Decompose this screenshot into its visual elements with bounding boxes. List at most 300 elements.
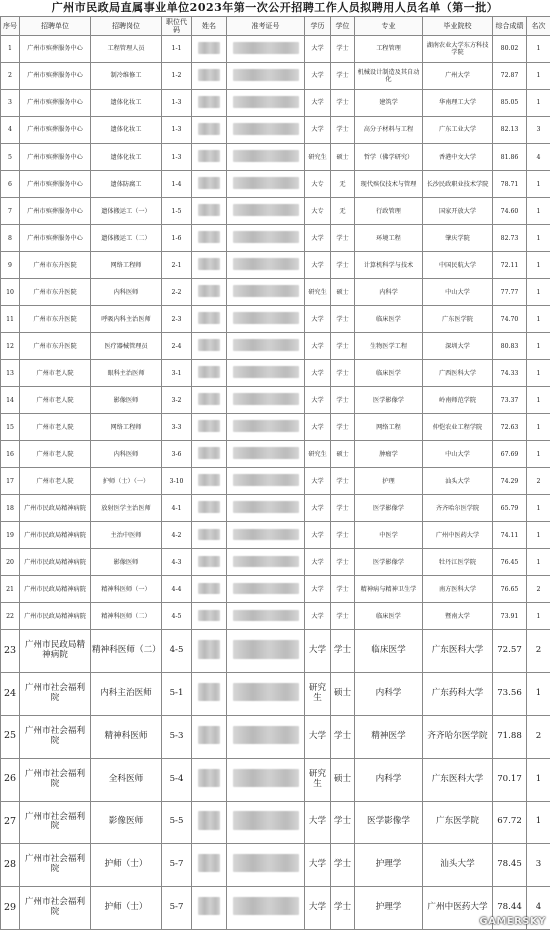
cell-exam-id-redacted (227, 715, 305, 758)
redaction-blur (198, 726, 220, 744)
cell-unit: 广州市殡葬服务中心 (20, 117, 91, 144)
cell-school: 广州中医药大学 (423, 887, 493, 930)
cell-seq: 27 (1, 801, 20, 844)
cell-major: 医学影像学 (355, 495, 423, 522)
cell-education: 研究生 (305, 673, 331, 716)
cell-major: 哲学（佛学研究） (355, 144, 423, 171)
cell-school: 香港中文大学 (423, 144, 493, 171)
cell-seq: 10 (1, 279, 20, 306)
cell-score: 65.79 (493, 495, 527, 522)
cell-post: 内科医师 (91, 441, 162, 468)
cell-seq: 21 (1, 576, 20, 603)
cell-exam-id-redacted (227, 198, 305, 225)
cell-unit: 广州市民政局精神病院 (20, 576, 91, 603)
cell-post: 影像医师 (91, 387, 162, 414)
cell-school: 广东医学院 (423, 801, 493, 844)
cell-score: 77.77 (493, 279, 527, 306)
cell-unit: 广州市东升医院 (20, 333, 91, 360)
redaction-blur (198, 96, 220, 107)
table-row (1, 36, 550, 63)
cell-name-redacted (192, 171, 227, 198)
cell-score: 78.71 (493, 171, 527, 198)
redaction-blur (233, 897, 299, 915)
cell-school: 岭南师范学院 (423, 387, 493, 414)
cell-major: 建筑学 (355, 90, 423, 117)
cell-rank: 1 (527, 171, 550, 198)
cell-score: 73.37 (493, 387, 527, 414)
redaction-blur (233, 42, 299, 53)
table-row (1, 576, 550, 603)
cell-score: 82.13 (493, 117, 527, 144)
cell-seq: 3 (1, 90, 20, 117)
column-header-name: 姓名 (192, 17, 227, 36)
redaction-blur (233, 231, 299, 242)
cell-rank: 2 (527, 715, 550, 758)
redaction-blur (198, 556, 220, 567)
redaction-blur (233, 683, 299, 701)
cell-education: 大学 (305, 844, 331, 887)
cell-school: 国家开放大学 (423, 198, 493, 225)
redaction-blur (198, 366, 220, 377)
redaction-blur (233, 854, 299, 872)
cell-score: 80.83 (493, 333, 527, 360)
table-row (1, 279, 550, 306)
cell-major: 机械设计制造及其自动化 (355, 63, 423, 90)
table-row (1, 495, 550, 522)
cell-degree: 学士 (331, 468, 355, 495)
table-row (1, 630, 550, 673)
column-header-unit: 招聘单位 (20, 17, 91, 36)
cell-unit: 广州市殡葬服务中心 (20, 171, 91, 198)
table-body (1, 36, 550, 930)
cell-education: 研究生 (305, 279, 331, 306)
cell-name-redacted (192, 117, 227, 144)
cell-post: 工程管理人员 (91, 36, 162, 63)
cell-degree: 学士 (331, 225, 355, 252)
cell-exam-id-redacted (227, 279, 305, 306)
cell-rank: 1 (527, 495, 550, 522)
cell-seq: 17 (1, 468, 20, 495)
cell-unit: 广州市老人院 (20, 468, 91, 495)
redaction-blur (233, 96, 299, 107)
redaction-blur (198, 447, 220, 458)
redaction-blur (233, 529, 299, 540)
cell-name-redacted (192, 144, 227, 171)
cell-rank: 1 (527, 414, 550, 441)
table-row (1, 603, 550, 630)
cell-degree: 学士 (331, 306, 355, 333)
cell-school: 中山大学 (423, 441, 493, 468)
cell-exam-id-redacted (227, 673, 305, 716)
cell-degree: 学士 (331, 117, 355, 144)
cell-education: 大学 (305, 495, 331, 522)
redaction-blur (233, 474, 299, 485)
cell-unit: 广州市殡葬服务中心 (20, 36, 91, 63)
cell-degree: 学士 (331, 360, 355, 387)
column-header-school: 毕业院校 (423, 17, 493, 36)
cell-seq: 26 (1, 758, 20, 801)
cell-exam-id-redacted (227, 36, 305, 63)
cell-post: 制冷维修工 (91, 63, 162, 90)
cell-code: 4-2 (162, 522, 192, 549)
cell-rank: 2 (527, 630, 550, 673)
redaction-blur (233, 769, 299, 787)
cell-post: 放射医学主治医师 (91, 495, 162, 522)
cell-post: 护师（士）（一） (91, 468, 162, 495)
hiring-table (0, 16, 550, 930)
redaction-blur (233, 610, 299, 621)
cell-score: 72.57 (493, 630, 527, 673)
cell-rank: 1 (527, 90, 550, 117)
cell-exam-id-redacted (227, 90, 305, 117)
cell-score: 74.33 (493, 360, 527, 387)
table-row (1, 468, 550, 495)
cell-degree: 学士 (331, 252, 355, 279)
table-row (1, 414, 550, 441)
cell-post: 精神科医师 (91, 715, 162, 758)
cell-unit: 广州市老人院 (20, 360, 91, 387)
cell-rank: 3 (527, 117, 550, 144)
cell-exam-id-redacted (227, 117, 305, 144)
redaction-blur (233, 726, 299, 744)
cell-major: 临床医学 (355, 360, 423, 387)
cell-post: 遗体化妆工 (91, 117, 162, 144)
cell-name-redacted (192, 279, 227, 306)
cell-school: 汕头大学 (423, 844, 493, 887)
redaction-blur (233, 366, 299, 377)
redaction-blur (198, 769, 220, 787)
cell-code: 1-1 (162, 36, 192, 63)
table-row (1, 441, 550, 468)
cell-seq: 7 (1, 198, 20, 225)
cell-code: 1-5 (162, 198, 192, 225)
cell-code: 3-6 (162, 441, 192, 468)
cell-seq: 6 (1, 171, 20, 198)
cell-seq: 2 (1, 63, 20, 90)
redaction-blur (198, 204, 220, 215)
cell-school: 广东医科大学 (423, 758, 493, 801)
column-header-post: 招聘岗位 (91, 17, 162, 36)
cell-exam-id-redacted (227, 360, 305, 387)
table-row (1, 758, 550, 801)
cell-seq: 23 (1, 630, 20, 673)
cell-seq: 11 (1, 306, 20, 333)
cell-major: 内科学 (355, 673, 423, 716)
column-header-major: 专业 (355, 17, 423, 36)
cell-seq: 8 (1, 225, 20, 252)
watermark-logo: GAMERSKY (479, 916, 546, 927)
cell-score: 67.72 (493, 801, 527, 844)
redaction-blur (198, 285, 220, 296)
cell-post: 全科医师 (91, 758, 162, 801)
cell-name-redacted (192, 306, 227, 333)
redaction-blur (233, 312, 299, 323)
table-row (1, 117, 550, 144)
cell-score: 76.65 (493, 576, 527, 603)
cell-school: 广东医科大学 (423, 630, 493, 673)
cell-name-redacted (192, 758, 227, 801)
cell-education: 大学 (305, 522, 331, 549)
cell-rank: 1 (527, 252, 550, 279)
cell-seq: 5 (1, 144, 20, 171)
cell-school: 广东医学院 (423, 306, 493, 333)
cell-unit: 广州市社会福利院 (20, 801, 91, 844)
redaction-blur (198, 231, 220, 242)
redaction-blur (233, 123, 299, 134)
table-row (1, 549, 550, 576)
cell-post: 眼科主治医师 (91, 360, 162, 387)
cell-unit: 广州市东升医院 (20, 252, 91, 279)
cell-post: 精神科医师（一） (91, 576, 162, 603)
redaction-blur (233, 204, 299, 215)
cell-post: 遗体防腐工 (91, 171, 162, 198)
cell-degree: 硕士 (331, 144, 355, 171)
cell-code: 3-1 (162, 360, 192, 387)
cell-score: 81.86 (493, 144, 527, 171)
cell-unit: 广州市社会福利院 (20, 758, 91, 801)
cell-rank: 4 (527, 887, 550, 930)
cell-rank: 1 (527, 758, 550, 801)
redaction-blur (233, 69, 299, 80)
cell-post: 内科主治医师 (91, 673, 162, 716)
cell-education: 研究生 (305, 441, 331, 468)
cell-score: 78.45 (493, 844, 527, 887)
cell-exam-id-redacted (227, 387, 305, 414)
cell-rank: 1 (527, 673, 550, 716)
cell-exam-id-redacted (227, 333, 305, 360)
cell-post: 影像医师 (91, 801, 162, 844)
cell-score: 74.11 (493, 522, 527, 549)
cell-degree: 硕士 (331, 279, 355, 306)
cell-education: 大学 (305, 360, 331, 387)
table-row (1, 144, 550, 171)
column-header-degree: 学位 (331, 17, 355, 36)
cell-school: 广东药科大学 (423, 673, 493, 716)
cell-seq: 22 (1, 603, 20, 630)
cell-code: 5-1 (162, 673, 192, 716)
cell-education: 大学 (305, 576, 331, 603)
redaction-blur (233, 285, 299, 296)
redaction-blur (198, 811, 220, 829)
column-header-score: 综合成绩 (493, 17, 527, 36)
cell-rank: 1 (527, 333, 550, 360)
cell-degree: 学士 (331, 715, 355, 758)
cell-score: 74.70 (493, 306, 527, 333)
cell-code: 5-7 (162, 844, 192, 887)
cell-school: 中山大学 (423, 279, 493, 306)
table-row (1, 387, 550, 414)
cell-education: 大学 (305, 887, 331, 930)
cell-code: 1-3 (162, 117, 192, 144)
redaction-blur (198, 420, 220, 431)
table-row (1, 844, 550, 887)
cell-education: 大学 (305, 36, 331, 63)
cell-name-redacted (192, 603, 227, 630)
redaction-blur (233, 556, 299, 567)
redaction-blur (198, 683, 220, 701)
cell-post: 护师（士） (91, 887, 162, 930)
cell-post: 精神科医师（二） (91, 603, 162, 630)
cell-code: 2-3 (162, 306, 192, 333)
cell-seq: 16 (1, 441, 20, 468)
cell-exam-id-redacted (227, 887, 305, 930)
cell-rank: 1 (527, 63, 550, 90)
cell-code: 1-4 (162, 171, 192, 198)
cell-post: 呼吸内科主治医师 (91, 306, 162, 333)
cell-school: 广西医科大学 (423, 360, 493, 387)
cell-name-redacted (192, 387, 227, 414)
redaction-blur (198, 583, 220, 594)
cell-exam-id-redacted (227, 549, 305, 576)
table-row (1, 63, 550, 90)
cell-rank: 3 (527, 844, 550, 887)
cell-score: 67.69 (493, 441, 527, 468)
cell-exam-id-redacted (227, 144, 305, 171)
cell-name-redacted (192, 549, 227, 576)
cell-rank: 1 (527, 603, 550, 630)
cell-degree: 硕士 (331, 758, 355, 801)
cell-degree: 学士 (331, 801, 355, 844)
cell-code: 4-5 (162, 603, 192, 630)
cell-exam-id-redacted (227, 495, 305, 522)
cell-major: 临床医学 (355, 603, 423, 630)
cell-degree: 无 (331, 171, 355, 198)
cell-major: 精神医学 (355, 715, 423, 758)
cell-name-redacted (192, 715, 227, 758)
cell-name-redacted (192, 36, 227, 63)
page-title: 广州市民政局直属事业单位2023年第一次公开招聘工作人员拟聘用人员名单（第一批） (51, 1, 499, 14)
cell-major: 现代殡仪技术与管理 (355, 171, 423, 198)
redaction-blur (198, 474, 220, 485)
cell-school: 肇庆学院 (423, 225, 493, 252)
cell-major: 护理学 (355, 887, 423, 930)
cell-major: 护理 (355, 468, 423, 495)
cell-education: 大专 (305, 171, 331, 198)
cell-degree: 学士 (331, 522, 355, 549)
cell-code: 4-4 (162, 576, 192, 603)
redaction-blur (198, 529, 220, 540)
cell-score: 70.17 (493, 758, 527, 801)
cell-rank: 1 (527, 801, 550, 844)
cell-school: 牡丹江医学院 (423, 549, 493, 576)
cell-degree: 学士 (331, 333, 355, 360)
cell-degree: 学士 (331, 887, 355, 930)
cell-code: 3-10 (162, 468, 192, 495)
cell-degree: 学士 (331, 844, 355, 887)
redaction-blur (233, 420, 299, 431)
cell-exam-id-redacted (227, 603, 305, 630)
cell-major: 精神病与精神卫生学 (355, 576, 423, 603)
cell-school: 广州中医药大学 (423, 522, 493, 549)
cell-degree: 学士 (331, 387, 355, 414)
cell-degree: 硕士 (331, 673, 355, 716)
cell-school: 齐齐哈尔医学院 (423, 495, 493, 522)
cell-education: 大学 (305, 715, 331, 758)
cell-seq: 4 (1, 117, 20, 144)
cell-rank: 1 (527, 225, 550, 252)
cell-unit: 广州市民政局精神病院 (20, 630, 91, 673)
table-row (1, 522, 550, 549)
cell-code: 1-6 (162, 225, 192, 252)
cell-rank: 2 (527, 468, 550, 495)
cell-education: 大学 (305, 630, 331, 673)
cell-major: 计算机科学与技术 (355, 252, 423, 279)
cell-seq: 18 (1, 495, 20, 522)
cell-degree: 学士 (331, 549, 355, 576)
table-row (1, 887, 550, 930)
cell-score: 82.73 (493, 225, 527, 252)
cell-name-redacted (192, 252, 227, 279)
cell-seq: 20 (1, 549, 20, 576)
cell-seq: 29 (1, 887, 20, 930)
cell-education: 研究生 (305, 144, 331, 171)
cell-unit: 广州市社会福利院 (20, 844, 91, 887)
cell-rank: 1 (527, 36, 550, 63)
cell-major: 医学影像学 (355, 801, 423, 844)
column-header-exam-id: 准考证号 (227, 17, 305, 36)
redaction-blur (233, 339, 299, 350)
cell-seq: 25 (1, 715, 20, 758)
cell-rank: 1 (527, 198, 550, 225)
cell-post: 主治中医师 (91, 522, 162, 549)
cell-major: 医学影像学 (355, 549, 423, 576)
cell-school: 南方医科大学 (423, 576, 493, 603)
cell-post: 精神科医师（二） (91, 630, 162, 673)
cell-exam-id-redacted (227, 844, 305, 887)
cell-name-redacted (192, 198, 227, 225)
cell-post: 网络工程师 (91, 252, 162, 279)
cell-degree: 学士 (331, 36, 355, 63)
cell-name-redacted (192, 90, 227, 117)
cell-exam-id-redacted (227, 414, 305, 441)
column-header-rank: 名次 (527, 17, 550, 36)
table-row (1, 333, 550, 360)
cell-school: 齐齐哈尔医学院 (423, 715, 493, 758)
cell-unit: 广州市殡葬服务中心 (20, 225, 91, 252)
cell-exam-id-redacted (227, 252, 305, 279)
cell-exam-id-redacted (227, 801, 305, 844)
cell-education: 大学 (305, 801, 331, 844)
cell-major: 环境工程 (355, 225, 423, 252)
cell-major: 行政管理 (355, 198, 423, 225)
cell-degree: 学士 (331, 414, 355, 441)
cell-school: 广东工业大学 (423, 117, 493, 144)
cell-unit: 广州市老人院 (20, 387, 91, 414)
cell-major: 内科学 (355, 279, 423, 306)
cell-name-redacted (192, 887, 227, 930)
cell-exam-id-redacted (227, 522, 305, 549)
cell-score: 73.91 (493, 603, 527, 630)
cell-unit: 广州市殡葬服务中心 (20, 63, 91, 90)
cell-name-redacted (192, 63, 227, 90)
redaction-blur (198, 312, 220, 323)
cell-unit: 广州市东升医院 (20, 279, 91, 306)
cell-score: 72.63 (493, 414, 527, 441)
cell-school: 仲恺农业工程学院 (423, 414, 493, 441)
cell-unit: 广州市民政局精神病院 (20, 522, 91, 549)
cell-school: 汕头大学 (423, 468, 493, 495)
cell-rank: 1 (527, 549, 550, 576)
cell-education: 大学 (305, 63, 331, 90)
cell-unit: 广州市社会福利院 (20, 715, 91, 758)
column-header-education: 学历 (305, 17, 331, 36)
cell-education: 研究生 (305, 758, 331, 801)
cell-exam-id-redacted (227, 576, 305, 603)
cell-code: 4-3 (162, 549, 192, 576)
cell-rank: 1 (527, 522, 550, 549)
cell-code: 5-4 (162, 758, 192, 801)
cell-name-redacted (192, 576, 227, 603)
